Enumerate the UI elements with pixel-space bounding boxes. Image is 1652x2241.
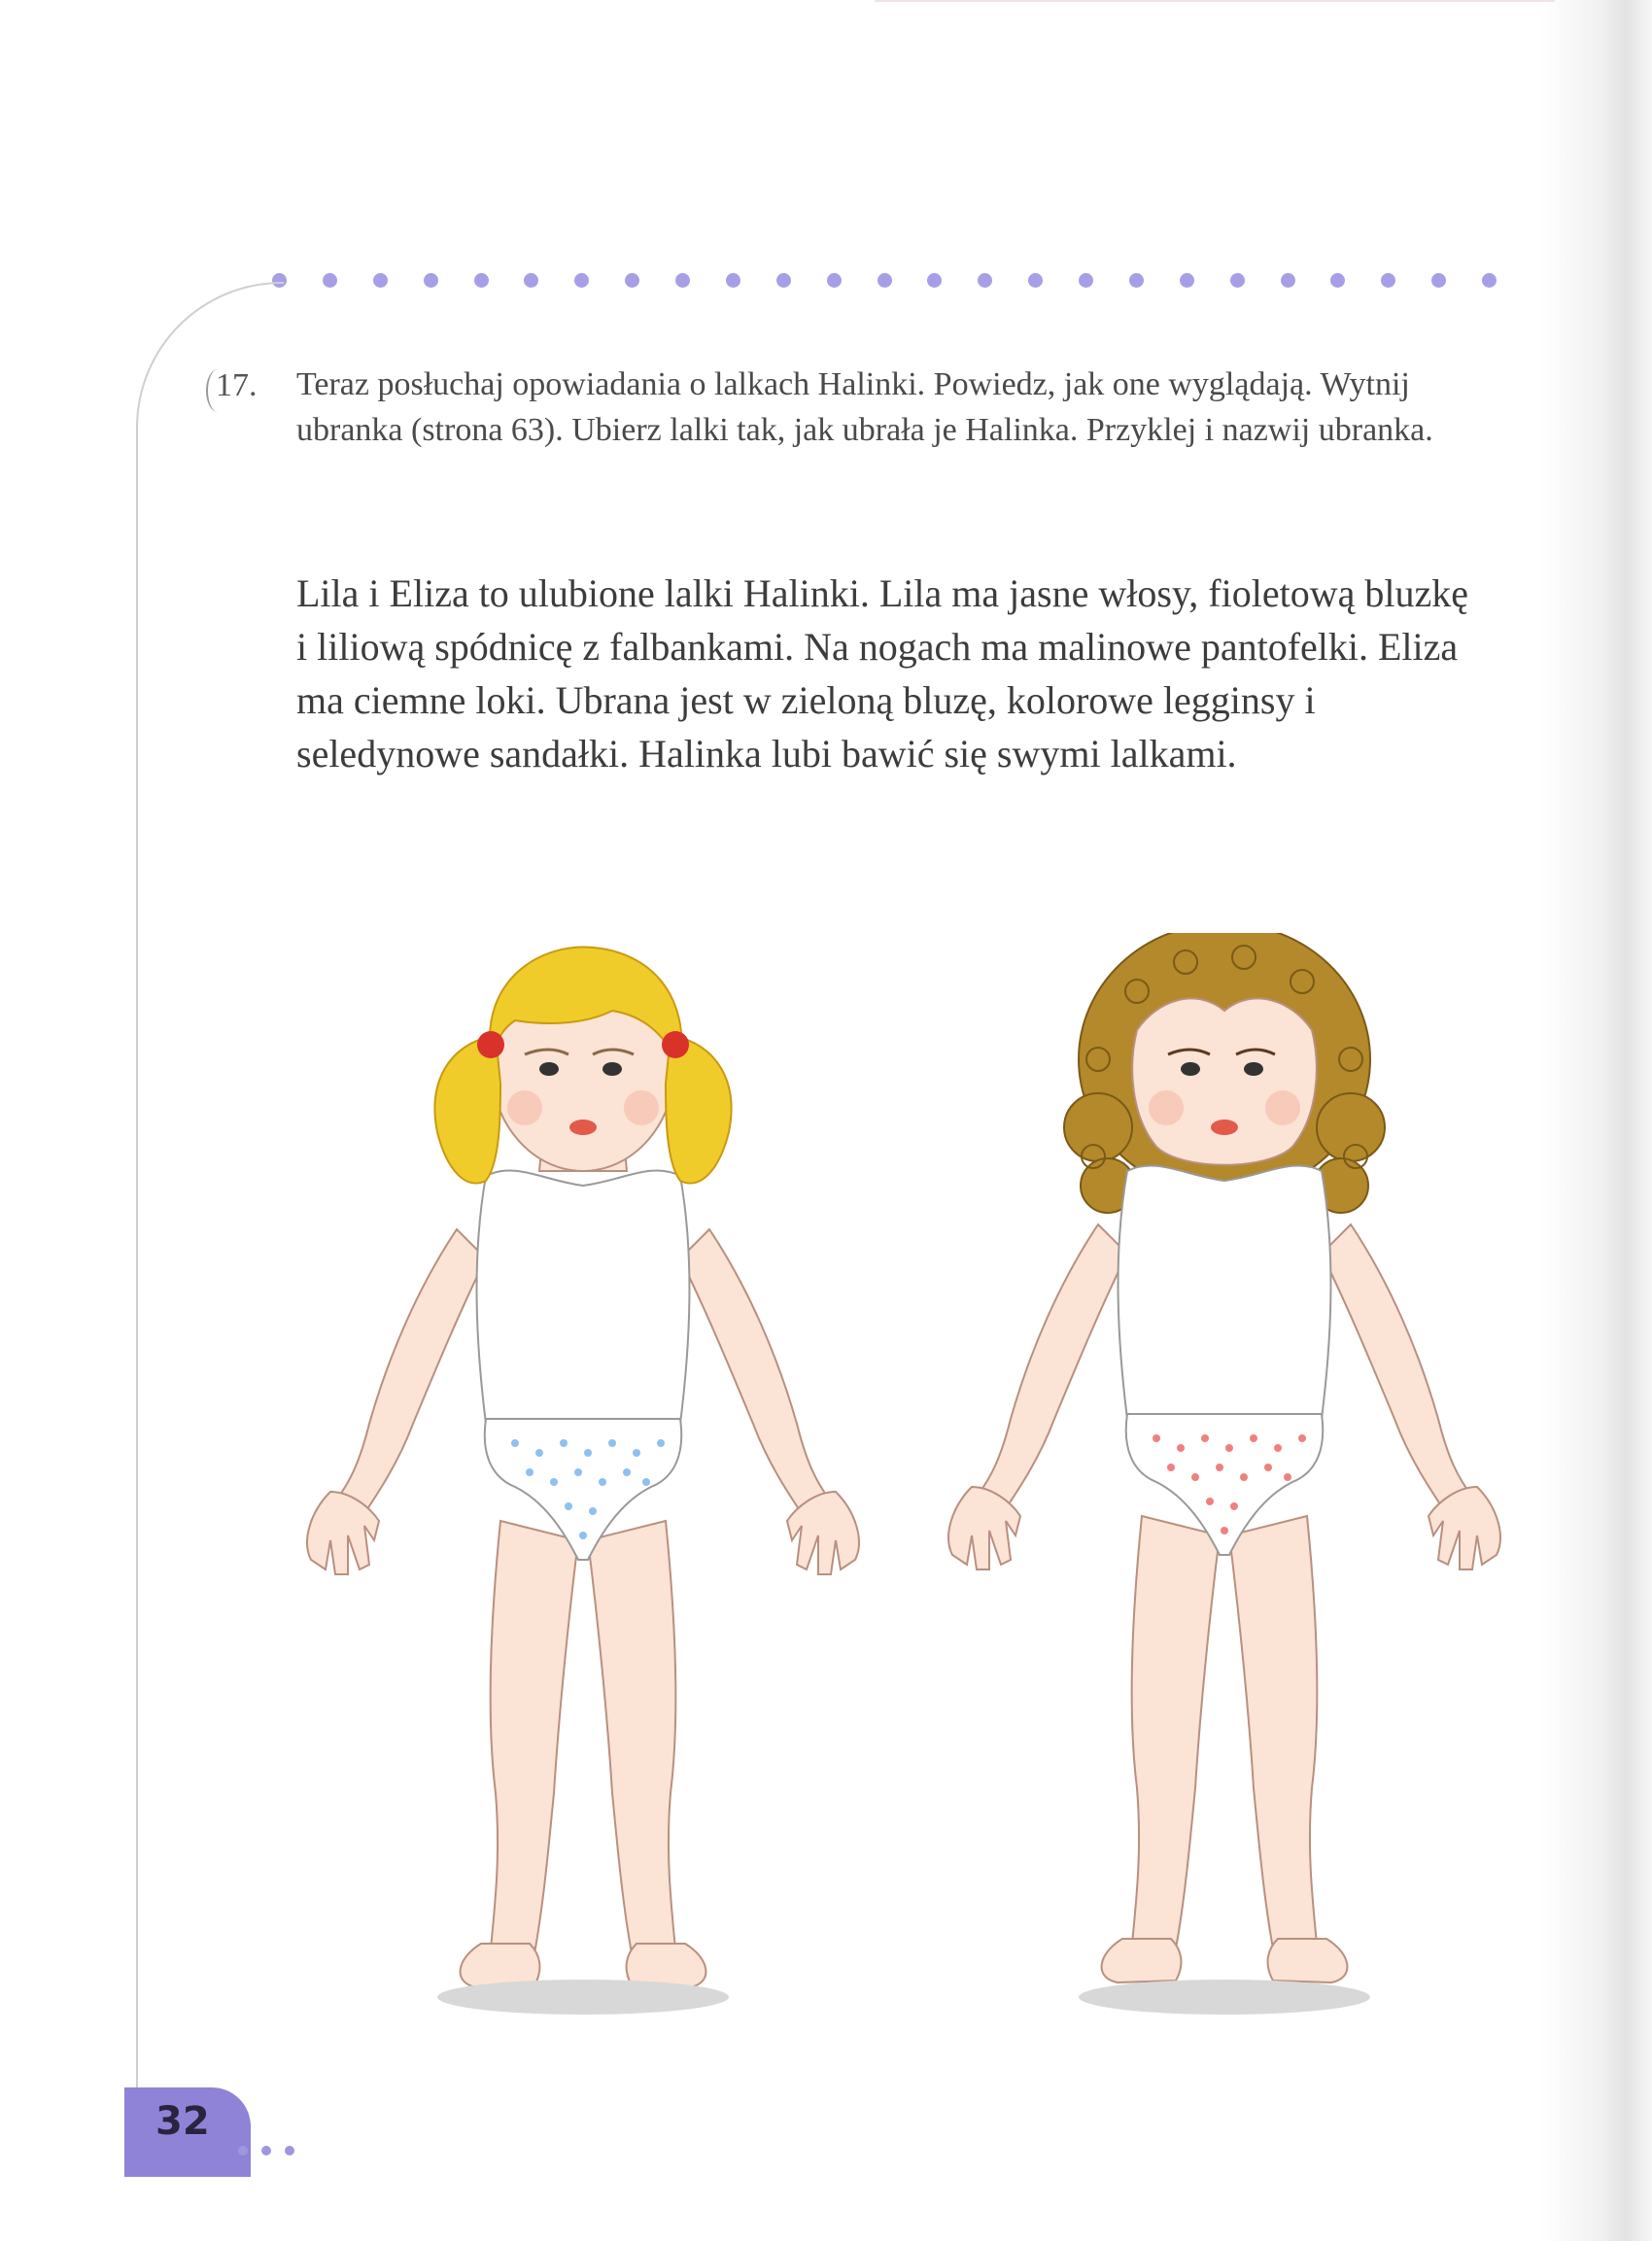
task-instruction: Teraz posłuchaj opowiadania o lalkach Halinki. Powiedz, jak one wyglądają. Wytnij ubranka (strona 63). Ubierz lalki tak, jak ubrała je Halinka. Przyklej i nazwij ubranka. <box>296 366 1433 448</box>
dot <box>1330 273 1345 288</box>
dot <box>474 273 489 288</box>
dot <box>1180 273 1194 288</box>
dot <box>675 273 690 288</box>
dot <box>1381 273 1395 288</box>
dot <box>726 273 740 288</box>
dot <box>927 273 942 288</box>
dot <box>424 273 438 288</box>
dot <box>1079 273 1093 288</box>
decorative-dots-row <box>272 267 1497 293</box>
page-tail-dots <box>238 2146 294 2155</box>
page-frame-line <box>136 282 284 2111</box>
dot <box>524 273 538 288</box>
dot <box>574 273 589 288</box>
dot <box>373 273 388 288</box>
dot <box>1482 273 1497 288</box>
dot <box>1281 273 1295 288</box>
dot <box>285 2146 294 2155</box>
dot <box>776 273 791 288</box>
dot <box>238 2146 248 2155</box>
dot <box>625 273 639 288</box>
page-number: 32 <box>155 2099 210 2144</box>
story-text: Lila i Eliza to ulubione lalki Halinki. Lila ma jasne włosy, fioletową bluzkę i liliową spódnicę z falbankami. Na nogach ma malinowe pantofelki. Eliza ma ciemne loki. Ubrana jest w zieloną bluzę, kolorowe legginsy i seledynowe sandałki. Halinka lubi bawić się swymi lalkami. <box>296 571 1468 776</box>
dot <box>1431 273 1446 288</box>
dot <box>978 273 992 288</box>
task-number: 17. <box>216 367 258 403</box>
dot <box>827 273 842 288</box>
book-spine-shadow <box>1540 0 1652 2241</box>
blonde-doll-illustration <box>292 938 875 2046</box>
top-edge-line <box>875 0 1555 2</box>
curly-doll-illustration <box>933 933 1516 2046</box>
dot <box>1230 273 1245 288</box>
dot <box>323 273 337 288</box>
dot <box>261 2146 271 2155</box>
dot <box>1129 273 1144 288</box>
dot <box>1028 273 1043 288</box>
dot <box>878 273 892 288</box>
